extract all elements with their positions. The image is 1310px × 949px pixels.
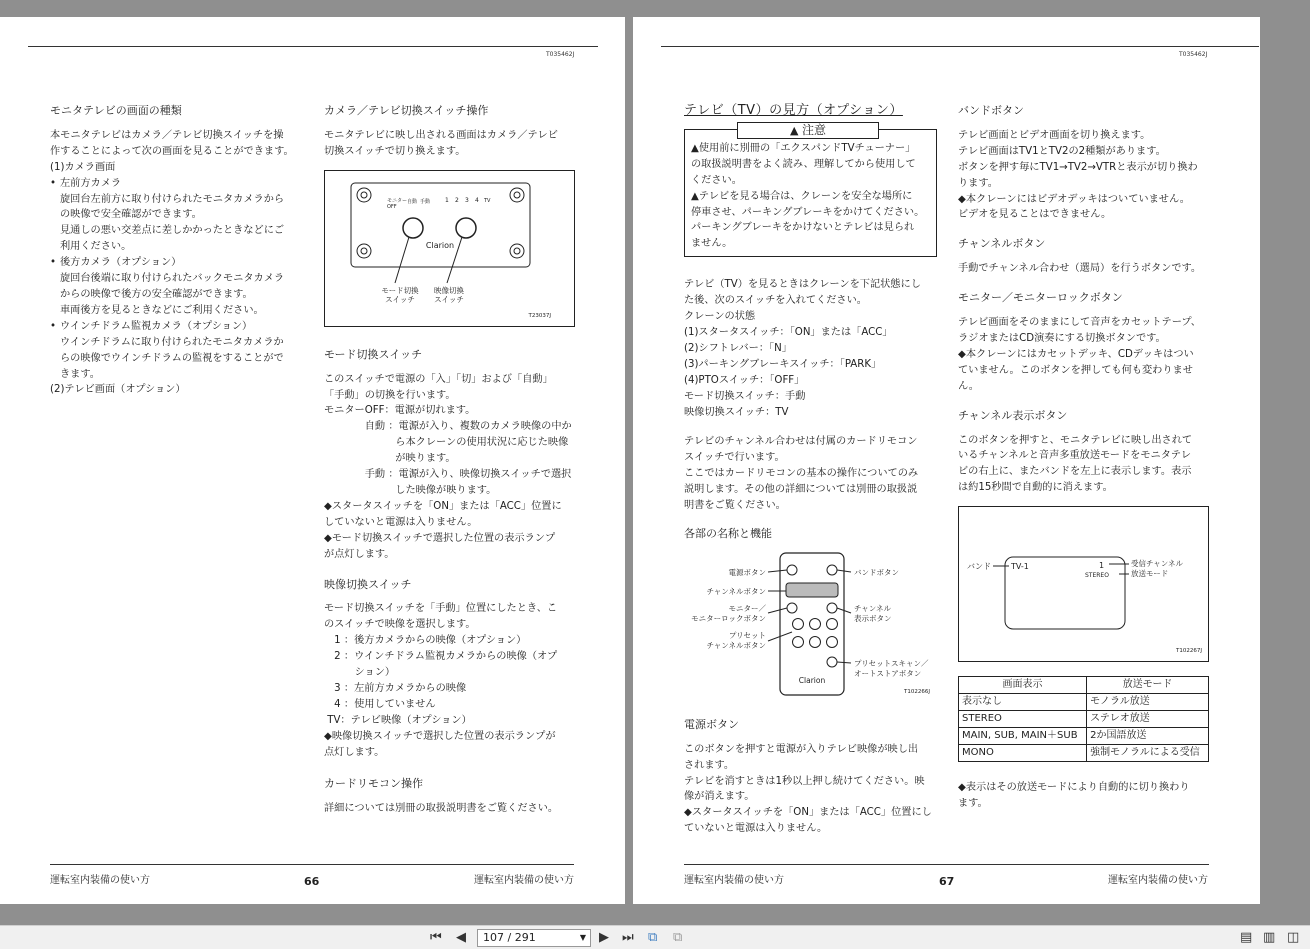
list-item: • 後方カメラ（オプション） [50,255,305,271]
section-heading: 電源ボタン [684,717,739,731]
callout-label: モニターロックボタン [691,613,766,623]
table-header: 画面表示 [959,677,1087,694]
broadcast-mode-table [958,676,1209,762]
caution-line: ません。 [691,238,733,250]
callout-label: オートストアボタン [854,668,922,678]
footer-left: 運転室内装備の使い方 [50,875,150,886]
table-header: 放送モード [1087,677,1209,694]
table-cell: ステレオ放送 [1087,710,1209,727]
screw [514,248,520,254]
switch-label: 1 [445,196,449,204]
body-line: のスイッチで映像を選択します。 [324,619,476,631]
callout-label: モード切換 [381,285,419,295]
body-line: ◆本クレーンにはビデオデッキはついていません。 [958,193,1190,205]
body-line: テレビを消すときは1秒以上押し続けてください。映 [684,775,925,787]
body-line: ここではカードリモコンの基本の操作についてのみ [684,468,919,480]
callout-label: 映像切換 [434,285,464,295]
body-line: モニターOFF：電源が切れます。 [324,405,476,417]
body-line: 4 ：使用していません [324,698,436,710]
screen-diagram [959,507,1208,661]
right-column [324,103,584,817]
body-line: 作することによって次の画面を見ることができます。 [50,145,294,157]
caution-line: ▲テレビを見る場合は、クレーンを安全な場所に [691,190,913,202]
spacer [958,395,1213,408]
body-line: ん。 [958,380,979,392]
channel-display: 1 [1099,561,1105,571]
table-cell: 表示なし [959,694,1087,711]
body-line: モード切換スイッチを「手動」位置にしたとき、こ [324,603,558,615]
list-item: • 左前方カメラ [50,176,305,192]
brand-logo: Clarion [425,240,455,250]
caution-label: 注意 [801,122,826,137]
spacer [958,223,1213,236]
left-column [50,103,305,398]
body-line: (2)テレビ画面（オプション） [50,384,186,396]
table-row [959,744,1209,761]
body-line: モニタテレビに映し出される画面はカメラ／テレビ [324,129,558,141]
left-column [684,103,937,837]
table-cell: 強制モノラルによる受信 [1087,744,1209,761]
body-line: 明書をご覧ください。 [684,500,786,512]
body-line: スイッチで行います。 [684,452,785,464]
spacer [324,760,584,776]
right-column [958,103,1213,811]
body-line: 点灯します。 [324,746,385,758]
body-line: ていないと電源は入りません。 [684,823,828,835]
body-line: モード切換スイッチ：手動 [684,390,806,402]
body-line: した映像が映ります。 [324,484,497,496]
power-button [787,565,797,575]
callout-label: 受信チャンネル [1131,559,1184,569]
body-line: ◆モード切換スイッチで選択した位置の表示ランプ [324,532,556,544]
page-number: 67 [939,875,955,888]
list-item-line: の映像で安全確認ができます。 [60,209,202,221]
list-item-line: 旋回台左前方に取り付けられたモニタカメラから [60,193,285,205]
list-item-line: 見通しの悪い交差点に差しかかったときなどにご [60,225,285,237]
video-switch-knob [456,218,476,238]
preset-button [793,618,804,629]
page-67 [633,17,1260,904]
body-line: ◆スタータスイッチを「ON」または「ACC」位置にし [684,807,932,819]
copy-icon[interactable]: ⧉ [673,930,683,945]
remote-figure [684,551,937,701]
body-line: 3 ：左前方カメラからの映像 [324,682,467,694]
spacer [958,277,1213,290]
list-item-line: らの映像でウインチドラムの監視をすることがで [60,352,284,364]
body-line: ◆本クレーンにはカセットデッキ、CDデッキはつい [958,348,1194,360]
section-heading: モード切換スイッチ [324,347,423,361]
remote-diagram [684,551,937,701]
body-line: ビの右上に、またバンドを左上に表示します。表示 [958,466,1192,478]
list-item-line: 利用ください。 [60,241,132,253]
prev-page-icon[interactable]: ◀ [456,930,466,945]
body-line: (2)シフトレバー：「N」 [684,342,792,354]
screw [510,244,524,258]
body-line: 本モニタテレビはカメラ／テレビ切換スイッチを操 [50,129,284,141]
body-line: 説明します。その他の詳細については別冊の取扱説 [684,484,918,496]
body-line: (3)パーキングブレーキスイッチ：「PARK」 [684,358,882,370]
body-line: が映ります。 [324,453,456,465]
preset-button [827,618,838,629]
body-line: 2 ：ウインチドラム監視カメラからの映像（オプ [324,651,558,663]
caution-box [684,122,937,257]
callout-label: モニター／ [728,603,766,613]
screw [357,188,371,202]
last-page-icon[interactable]: ⏭ [622,930,634,945]
body-line: 1 ：後方カメラからの映像（オプション） [324,635,527,647]
caution-line: ▲使用前に別冊の「エクスパンドTVチューナー」 [691,142,916,154]
switch-label: 4 [475,196,479,204]
footer-rule [684,864,1209,865]
body-line: TV：テレビ映像（オプション） [324,714,472,726]
table-cell: モノラル放送 [1087,694,1209,711]
callout-label: チャンネルボタン [706,640,766,650]
section-heading: チャンネル表示ボタン [958,408,1068,422]
switch-panel [351,183,530,267]
scan-button [827,657,837,667]
list-item-line: 車両後方を見るときなどにご利用ください。 [60,304,264,316]
page-indicator-input[interactable] [477,929,591,947]
table-row [959,727,1209,744]
footer-rule [50,864,574,865]
body-line: 切換スイッチで切り換えます。 [324,145,466,157]
switch-label: モニター [387,197,408,204]
spacer [684,420,937,434]
callout-label: 表示ボタン [854,613,892,623]
switch-label: OFF [387,203,397,210]
preset-button [810,636,821,647]
callout-label: プリセットスキャン／ [854,658,929,668]
mode-switch-knob [403,218,423,238]
body-line: テレビ画面をそのままにして音声をカセットテープ、 [958,317,1201,329]
screw [361,192,367,198]
spacer [684,257,937,277]
callout-label: バンドボタン [854,567,899,577]
body-line: ります。 [958,177,998,189]
callout-label: 放送モード [1131,569,1169,579]
body-line: 詳細については別冊の取扱説明書をご覧ください。 [324,803,559,815]
band-button [827,565,837,575]
monitor-button [787,603,797,613]
continuous-view-icon[interactable]: ▥ [1263,930,1276,945]
mode-display: STEREO [1085,572,1109,580]
header-rule [28,46,598,47]
screw [357,244,371,258]
table-cell: 2か国語放送 [1087,727,1209,744]
switch-figure [324,170,575,327]
body-line: 手動でチャンネル合わせ（選局）を行うボタンです。 [958,263,1202,275]
leader-line [837,662,851,663]
section-heading: カードリモコン操作 [324,777,423,791]
figure-code: T102266J [904,688,930,695]
callout-label: プリセット [728,630,766,640]
first-page-icon[interactable]: ⏮ [430,930,442,945]
section-heading: カメラ／テレビ切換スイッチ操作 [324,104,489,117]
footer-left: 運転室内装備の使い方 [684,875,784,886]
warning-icon: ▲ [790,123,802,137]
callout-label: スイッチ [434,294,464,304]
channel-button [786,583,838,597]
callout-label: バンド [967,562,991,572]
page-66 [0,17,625,904]
section-heading: バンドボタン [958,104,1024,117]
header-rule [661,46,1259,47]
two-page-view-icon[interactable]: ◫ [1287,930,1300,945]
caution-line: の取扱説明書をよく読み、理解してから使用して [691,158,916,170]
leader-line [768,608,787,613]
table-cell: MONO [959,744,1087,761]
section-heading: 各部の名称と機能 [684,526,772,540]
section-heading: モニタテレビの画面の種類 [50,104,182,117]
body-line: ら本クレーンの使用状況に応じた映像 [324,437,569,449]
switch-label: 手動 [420,198,431,205]
switch-label: 自動 [407,198,418,205]
body-line: ビデオを見ることはできません。 [958,209,1112,221]
body-line: テレビ画面はTV1とTV2の2種類があります。 [958,145,1166,157]
body-line: ラジオまたはCD演奏にする切換ボタンです。 [958,332,1166,344]
body-line: (1)カメラ画面 [50,161,116,173]
body-line: (1)スタータスイッチ：「ON」または「ACC」 [684,326,893,338]
screen-figure [958,506,1209,662]
page-title: テレビ（TV）の見方（オプション） [684,103,903,118]
leader-line [768,570,787,572]
body-line: が点灯します。 [324,548,395,560]
table-header-row [959,677,1209,694]
body-line: ◆映像切換スイッチで選択した位置の表示ランプが [324,730,556,742]
spacer [684,514,937,526]
spacer [324,563,584,577]
body-line: いるチャンネルと音声多重放送モードをモニタテレ [958,450,1192,462]
doc-code: T035462J [546,51,575,58]
caution-line: パーキングブレーキをかけないとテレビは見られ [691,222,915,234]
export-icon[interactable]: ⧉ [648,930,658,945]
list-item: • ウインチドラム監視カメラ（オプション） [50,319,305,335]
table-row [959,710,1209,727]
list-item-line: ウインチドラムに取り付けられたモニタカメラか [60,336,284,348]
list-item-line: からの映像で後方の安全確認ができます。 [60,288,253,300]
screw [361,248,367,254]
preset-button [793,636,804,647]
callout-label: 電源ボタン [728,567,766,577]
next-page-icon[interactable]: ▶ [599,930,609,945]
section-heading: チャンネルボタン [958,237,1046,251]
body-line: 映像切換スイッチ：TV [684,406,789,418]
pdf-toolbar [0,925,1310,949]
body-line: (4)PTOスイッチ：「OFF」 [684,374,805,386]
body-line: 自動 ：電源が入り、複数のカメラ映像の中か [324,421,572,433]
body-line: ◆表示はその放送モードにより自動的に切り換わり [958,781,1190,793]
body-line: は約15秒間で自動的に消えます。 [958,482,1113,494]
body-line: クレーンの状態 [684,311,756,323]
body-line: このボタンを押すと電源が入りテレビ映像が映し出 [684,743,919,755]
caution-tag [737,122,879,139]
preset-button [827,636,838,647]
doc-code: T035462J [1179,51,1208,58]
body-line: ていません。このボタンを押しても何も変わりませ [958,364,1193,376]
brand-logo: Clarion [798,675,826,685]
switch-label: TV [484,197,491,204]
caution-line: 停車させ、パーキングブレーキをかけてください。 [691,206,925,218]
body-line: 手動 ：電源が入り、映像切換スイッチで選択 [324,469,572,481]
body-line: ション） [324,667,396,679]
body-line: テレビ（TV）を見るときはクレーンを下記状態にし [684,279,921,291]
body-line: ◆スタータスイッチを「ON」または「ACC」位置に [324,500,562,512]
body-line: ます。 [958,797,988,809]
spacer [958,762,1213,780]
body-line: このスイッチで電源の「入」「切」および「自動」 [324,373,553,385]
single-page-view-icon[interactable]: ▤ [1240,930,1253,945]
caution-line: ください。 [691,174,742,186]
list-item-line: 旋回台後端に取り付けられたバックモニタカメラ [60,273,285,285]
band-display: TV-1 [1011,562,1029,572]
figure-code: T23037J [528,312,551,319]
table-cell: MAIN, SUB, MAIN＋SUB [959,727,1087,744]
chevron-down-icon[interactable]: ▼ [579,933,586,942]
body-line: た後、次のスイッチを入れてください。 [684,295,867,307]
spacer [324,160,584,170]
body-line: されます。 [684,759,735,771]
body-line: していないと電源は入りません。 [324,516,478,528]
preset-button [810,618,821,629]
body-line: 像が消えます。 [684,791,755,803]
page-number: 66 [304,875,320,888]
body-line: テレビ画面とビデオ画面を切り換えます。 [958,129,1151,141]
callout-label: スイッチ [385,294,415,304]
spacer [958,496,1213,506]
body-line: テレビのチャンネル合わせは付属のカードリモコン [684,436,918,448]
section-heading: モニター／モニターロックボタン [958,291,1123,305]
leader-line [395,237,409,283]
table-row [959,694,1209,711]
table-cell: STEREO [959,710,1087,727]
switch-label: 3 [465,196,469,204]
list-item-line: きます。 [60,368,100,380]
switch-diagram [325,171,574,326]
screw [514,192,520,198]
section-heading: 映像切換スイッチ [324,577,412,591]
body-line: ボタンを押す毎にTV1→TV2→VTRと表示が切り換わ [958,161,1198,173]
switch-label: 2 [455,196,459,204]
footer-right: 運転室内装備の使い方 [474,875,574,886]
figure-code: T102267J [1176,648,1202,655]
body-line: 「手動」の切換を行います。 [324,389,456,401]
body-line: このボタンを押すと、モニタテレビに映し出されて [958,434,1193,446]
callout-label: チャンネル [854,603,892,613]
callout-label: チャンネルボタン [706,586,766,596]
screw [510,188,524,202]
page-indicator-text: 107 / 291 [483,931,536,944]
footer-right: 運転室内装備の使い方 [1108,875,1208,886]
display-button [827,603,837,613]
